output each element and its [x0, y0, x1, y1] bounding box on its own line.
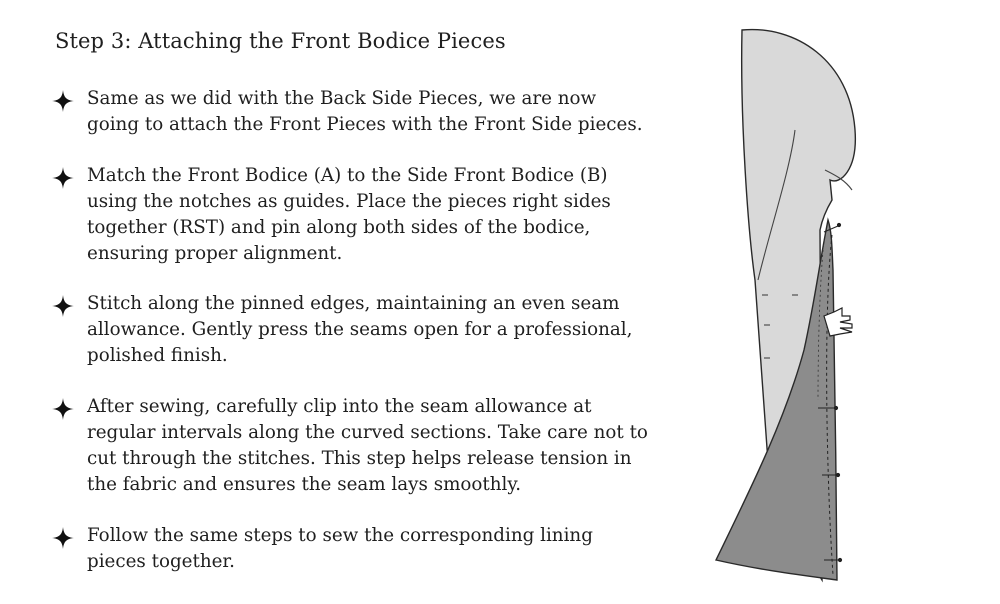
instruction-text: Match the Front Bodice (A) to the Side Front Bodice (B) using the notches as guides. Place the pieces right sides together (RST) and pin along both sides of the bodice, ensuring proper alignment.: [87, 164, 611, 264]
instruction-item: [50, 523, 650, 575]
instruction-item: [50, 86, 650, 138]
instruction-text: Follow the same steps to sew the corresponding lining pieces together.: [87, 524, 593, 572]
instruction-list: [50, 86, 650, 600]
bodice-pattern-illustration: [700, 20, 880, 590]
four-point-star-icon: [52, 527, 74, 549]
instruction-text: Same as we did with the Back Side Pieces, we are now going to attach the Front Pieces with the Front Side pieces.: [87, 88, 643, 135]
four-point-star-icon: [52, 295, 74, 317]
four-point-star-icon: [52, 167, 74, 189]
four-point-star-icon: [52, 398, 74, 420]
instruction-item: [50, 394, 650, 498]
four-point-star-icon: [52, 90, 74, 112]
step-title: Step 3: Attaching the Front Bodice Pieces: [55, 29, 506, 53]
instruction-text: Stitch along the pinned edges, maintaining an even seam allowance. Gently press the seams open for a professional, polished finish.: [87, 293, 633, 367]
instruction-text: After sewing, carefully clip into the seam allowance at regular intervals along the curved sections. Take care not to cut through the stitches. This step helps release tension in the fabric and ensures the seam lays smoothly.: [87, 396, 648, 495]
instruction-item: [50, 163, 650, 267]
instruction-item: [50, 291, 650, 369]
